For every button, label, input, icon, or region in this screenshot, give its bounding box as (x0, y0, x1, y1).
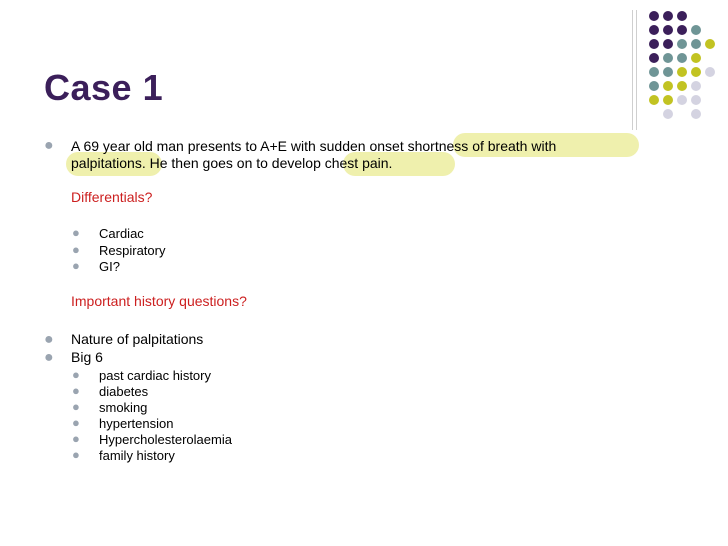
dot-teal (677, 39, 687, 49)
dot-lavender (677, 95, 687, 105)
big6-item: Hypercholesterolaemia (99, 432, 232, 447)
bullet-icon: ● (72, 367, 80, 382)
dot-purple (677, 25, 687, 35)
big6-item: smoking (99, 400, 148, 415)
big6-label: Big 6 (71, 349, 103, 365)
dot-teal (691, 39, 701, 49)
dot-purple (649, 11, 659, 21)
big6-item: past cardiac history (99, 368, 211, 383)
dot-purple (663, 25, 673, 35)
slide-title: Case 1 (44, 67, 164, 108)
dot-lavender (691, 81, 701, 91)
dot-lavender (691, 95, 701, 105)
dot-lavender (705, 67, 715, 77)
big6-item: diabetes (99, 384, 149, 399)
dot-purple (649, 25, 659, 35)
highlighted-text: palpitations. (71, 155, 146, 171)
big6-item: family history (99, 448, 175, 463)
dot-teal (649, 81, 659, 91)
dot-olive (649, 95, 659, 105)
highlighted-text: hortness of breath with (414, 138, 557, 154)
case-text: He then goes on to develo (145, 155, 314, 171)
dot-olive (677, 67, 687, 77)
decorative-line (632, 10, 633, 130)
differentials-label: Differentials? (71, 189, 153, 205)
dot-olive (691, 53, 701, 63)
dot-olive (663, 81, 673, 91)
dot-purple (663, 39, 673, 49)
bullet-icon: ● (72, 399, 80, 414)
bullet-icon: ● (44, 331, 54, 348)
bullet-icon: ● (72, 431, 80, 446)
differential-item: Respiratory (99, 243, 166, 258)
case-text: A 69 year old man presents to A+E with sudden onset s (71, 138, 415, 154)
dot-olive (691, 67, 701, 77)
nature-item: Nature of palpitations (71, 331, 204, 347)
decorative-line (636, 10, 637, 130)
bullet-icon: ● (72, 447, 80, 462)
dot-purple (649, 39, 659, 49)
bullet-icon: ● (72, 242, 80, 257)
dot-lavender (663, 109, 673, 119)
bullet-icon: ● (72, 225, 80, 240)
case-line-1 (71, 138, 556, 154)
dot-teal (677, 53, 687, 63)
differential-item: Cardiac (99, 226, 144, 241)
dot-teal (649, 67, 659, 77)
bullet-icon: ● (72, 383, 80, 398)
bullet-icon: ● (44, 137, 54, 154)
bullet-icon: ● (44, 349, 54, 366)
dot-purple (677, 11, 687, 21)
bullet-icon: ● (72, 415, 80, 430)
big6-item: hypertension (99, 416, 174, 431)
bullet-icon: ● (72, 258, 80, 273)
dot-olive (677, 81, 687, 91)
highlighted-text: p chest pain. (313, 155, 393, 171)
dot-olive (705, 39, 715, 49)
history-label: Important history questions? (71, 293, 247, 309)
dot-teal (691, 25, 701, 35)
dot-teal (663, 53, 673, 63)
dot-lavender (691, 109, 701, 119)
dot-purple (649, 53, 659, 63)
differential-item: GI? (99, 259, 120, 274)
case-line-2 (71, 155, 392, 171)
dot-purple (663, 11, 673, 21)
dot-olive (663, 95, 673, 105)
dot-teal (663, 67, 673, 77)
